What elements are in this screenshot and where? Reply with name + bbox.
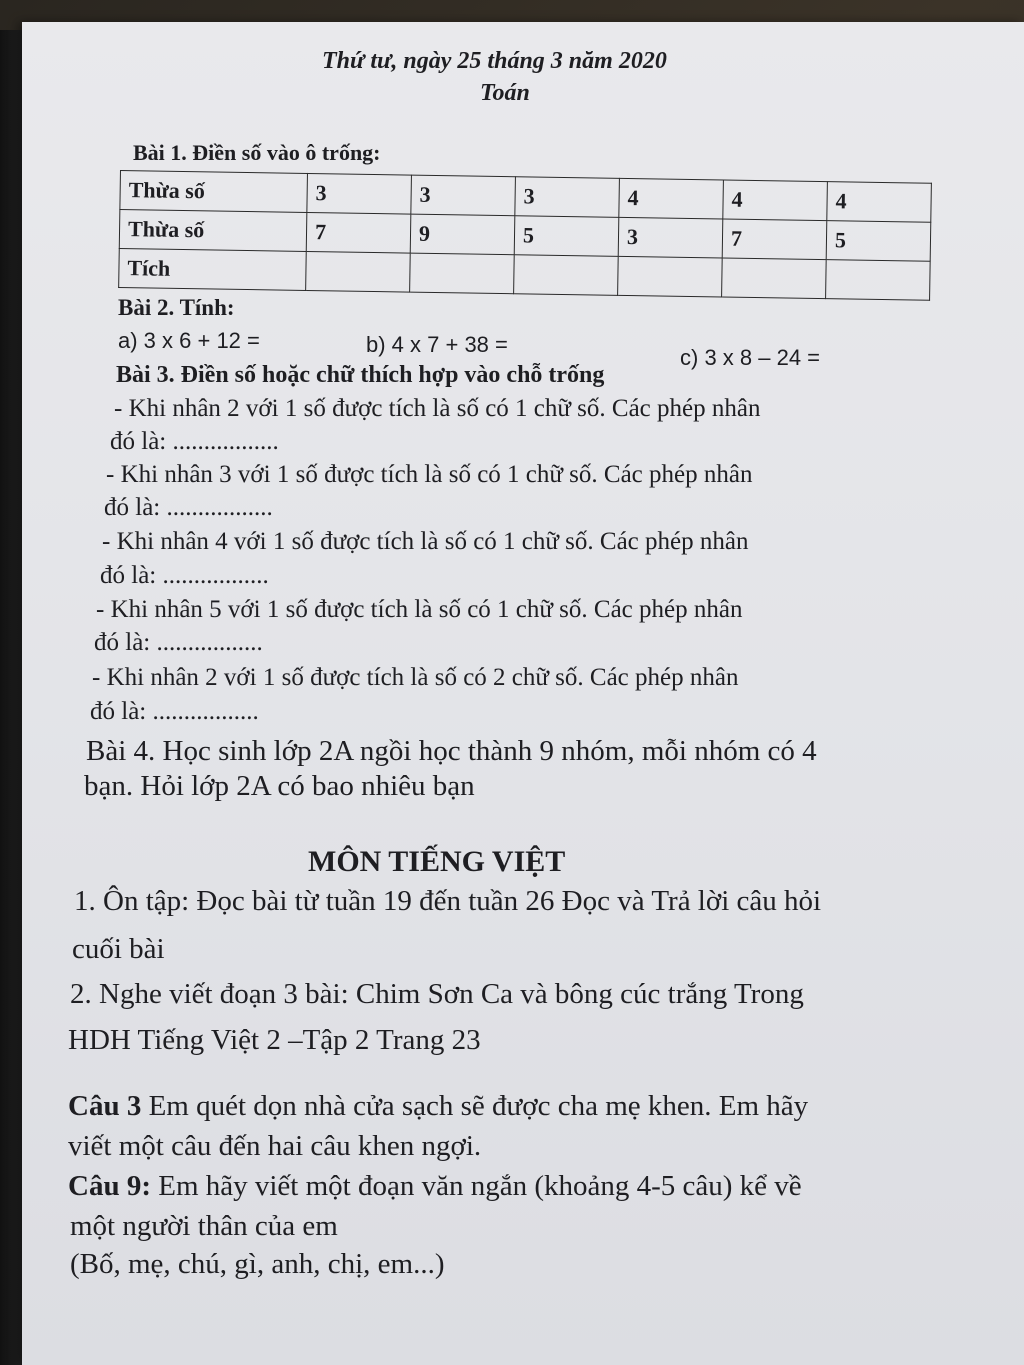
book-edge bbox=[0, 30, 24, 1365]
exercise-3-item-line: - Khi nhân 2 với 1 số được tích là số có 1 chữ số. Các phép nhân bbox=[114, 395, 761, 422]
question-3-line bbox=[68, 1090, 808, 1123]
exercise-2c: c) 3 x 8 – 24 = bbox=[680, 345, 821, 370]
exercise-3-item-blank: đó là: ................. bbox=[94, 629, 263, 656]
row-label: Thừa số bbox=[120, 171, 308, 213]
exercise-3-item-blank: đó là: ................. bbox=[100, 562, 269, 589]
table-cell: 9 bbox=[410, 214, 515, 255]
exercise-3-title: Bài 3. Điền số hoặc chữ thích hợp vào chỗ trống bbox=[116, 362, 605, 388]
answer-cell bbox=[306, 251, 411, 292]
table-cell: 3 bbox=[515, 177, 620, 218]
section-title: MÔN TIẾNG VIỆT bbox=[308, 845, 566, 878]
exercise-2b: b) 4 x 7 + 38 = bbox=[366, 332, 508, 357]
exercise-3-item-blank: đó là: ................. bbox=[104, 494, 273, 521]
table-cell: 5 bbox=[514, 216, 619, 257]
task-2-line: HDH Tiếng Việt 2 –Tập 2 Trang 23 bbox=[68, 1024, 481, 1056]
task-2-line: 2. Nghe viết đoạn 3 bài: Chim Sơn Ca và bông cúc trắng Trong bbox=[70, 978, 804, 1010]
exercise-3-item-line: - Khi nhân 4 với 1 số được tích là số có 1 chữ số. Các phép nhân bbox=[102, 528, 749, 555]
question-9-line: một người thân của em bbox=[70, 1210, 338, 1242]
table-cell: 4 bbox=[723, 180, 828, 221]
table-cell: 3 bbox=[307, 173, 412, 214]
table-cell: 7 bbox=[306, 212, 411, 253]
question-9-line bbox=[68, 1170, 802, 1203]
question-9-line: (Bố, mẹ, chú, gì, anh, chị, em...) bbox=[70, 1248, 445, 1280]
task-1-line: cuối bài bbox=[72, 933, 165, 965]
table-cell: 4 bbox=[827, 182, 932, 223]
exercise-3-item-blank: đó là: ................. bbox=[110, 428, 279, 455]
exercise-2-title: Bài 2. Tính: bbox=[118, 295, 235, 320]
answer-cell bbox=[826, 260, 931, 301]
exercise-1-title: Bài 1. Điền số vào ô trống: bbox=[133, 140, 381, 165]
exercise-2a: a) 3 x 6 + 12 = bbox=[118, 328, 260, 353]
multiplication-table bbox=[118, 170, 932, 301]
answer-cell bbox=[618, 256, 723, 297]
question-3-line: viết một câu đến hai câu khen ngợi. bbox=[68, 1130, 482, 1162]
row-label: Thừa số bbox=[119, 210, 307, 252]
exercise-3-item-blank: đó là: ................. bbox=[90, 698, 259, 725]
row-label: Tích bbox=[119, 248, 307, 290]
exercise-3-item-line: - Khi nhân 2 với 1 số được tích là số có 2 chữ số. Các phép nhân bbox=[92, 664, 739, 691]
exercise-4-line: bạn. Hỏi lớp 2A có bao nhiêu bạn bbox=[84, 770, 475, 802]
date-heading: Thứ tư, ngày 25 tháng 3 năm 2020 bbox=[322, 48, 667, 74]
table-cell: 7 bbox=[722, 219, 827, 260]
question-9-label: Câu 9: bbox=[68, 1170, 151, 1202]
table-cell: 3 bbox=[411, 175, 516, 216]
exercise-3-item-line: - Khi nhân 3 với 1 số được tích là số có 1 chữ số. Các phép nhân bbox=[106, 461, 753, 488]
question-3-text: Em quét dọn nhà cửa sạch sẽ được cha mẹ khen. Em hãy bbox=[141, 1090, 809, 1122]
subject-heading: Toán bbox=[480, 80, 530, 106]
answer-cell bbox=[410, 253, 515, 294]
task-1-line: 1. Ôn tập: Đọc bài từ tuần 19 đến tuần 26 Đọc và Trả lời câu hỏi bbox=[74, 885, 822, 917]
table-cell: 4 bbox=[619, 178, 724, 219]
table-cell: 5 bbox=[826, 221, 931, 262]
question-3-label: Câu 3 bbox=[68, 1090, 142, 1122]
exercise-3-item-line: - Khi nhân 5 với 1 số được tích là số có 1 chữ số. Các phép nhân bbox=[96, 596, 743, 623]
question-9-text: Em hãy viết một đoạn văn ngắn (khoảng 4-5 câu) kể về bbox=[150, 1170, 802, 1202]
table-cell: 3 bbox=[618, 217, 723, 258]
answer-cell bbox=[722, 258, 827, 299]
exercise-4-line: Bài 4. Học sinh lớp 2A ngồi học thành 9 nhóm, mỗi nhóm có 4 bbox=[86, 735, 817, 767]
answer-cell bbox=[514, 255, 619, 296]
